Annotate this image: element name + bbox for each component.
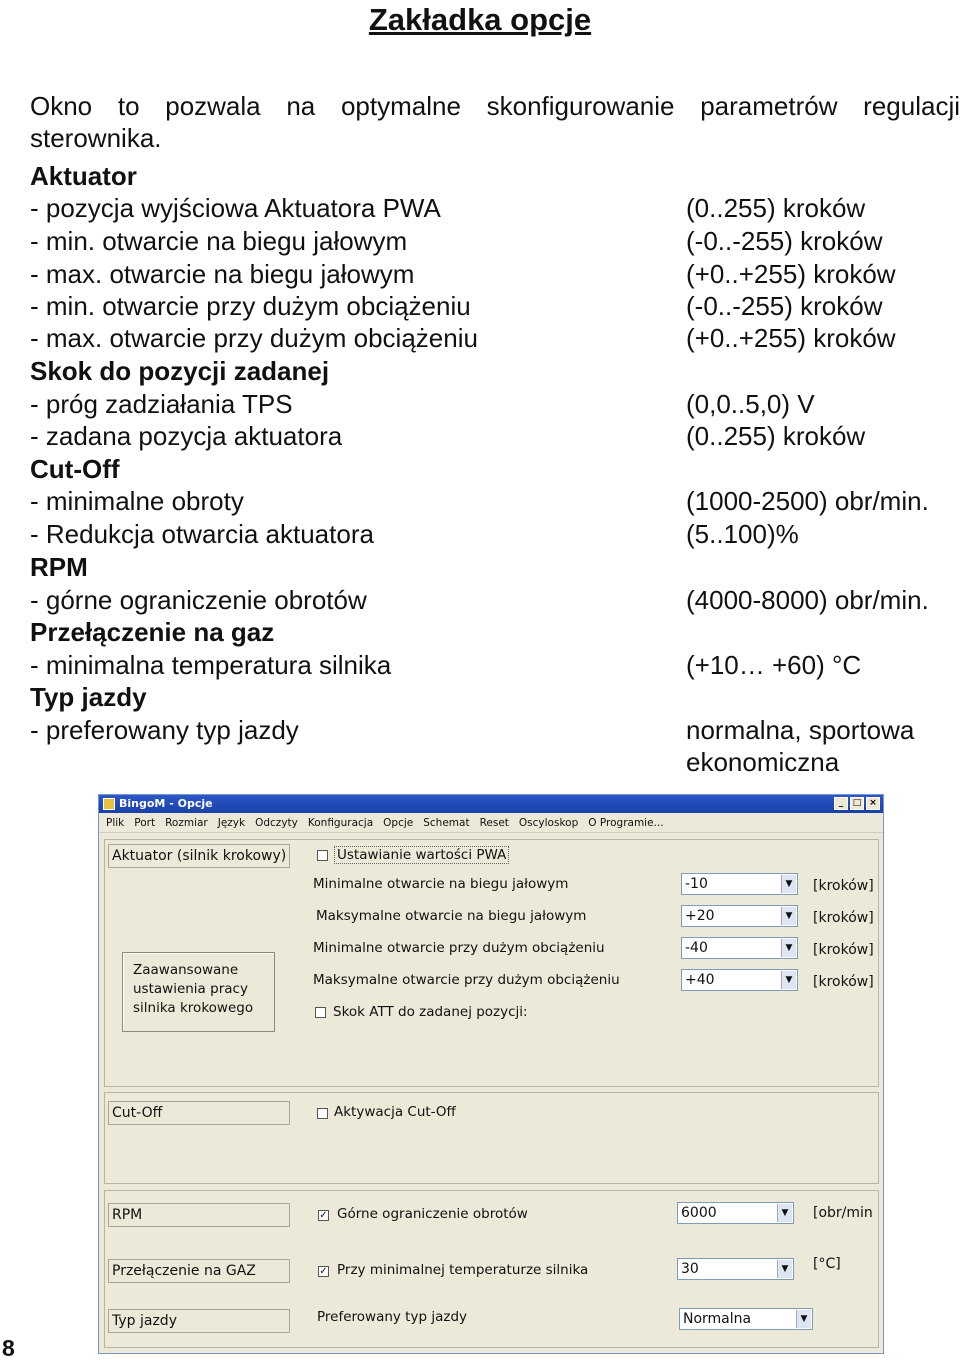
maximize-icon[interactable]: □ xyxy=(850,797,864,810)
chevron-down-icon[interactable]: ▼ xyxy=(777,1260,792,1278)
options-window xyxy=(98,794,884,1354)
gaz-check-label[interactable]: Przy minimalnej temperaturze silnika xyxy=(337,1262,589,1278)
cutoff-panel xyxy=(104,1092,879,1184)
unit-label: [kroków] xyxy=(813,942,874,958)
idle-max-label: Maksymalne otwarcie na biegu jałowym xyxy=(316,908,587,924)
skok-check-label[interactable]: Skok ATT do zadanej pozycji: xyxy=(333,1004,528,1020)
param-range: (-0..-255) kroków xyxy=(686,226,883,256)
typ-group-label: Typ jazdy xyxy=(108,1309,290,1333)
menu-item-port[interactable]: Port xyxy=(134,817,156,829)
rpm-checkbox[interactable]: ✓ xyxy=(319,1210,328,1221)
gaz-checkbox[interactable]: ✓ xyxy=(319,1266,328,1277)
chevron-down-icon[interactable]: ▼ xyxy=(796,1310,811,1328)
param-label: - preferowany typ jazdy xyxy=(30,715,299,745)
param-label: - max. otwarcie przy dużym obciążeniu xyxy=(30,323,478,353)
load-max-select[interactable] xyxy=(681,969,798,991)
pwa-checkbox[interactable] xyxy=(317,850,328,861)
select-value: 6000 xyxy=(681,1205,717,1221)
idle-max-select[interactable] xyxy=(681,905,798,927)
param-range: (0..255) kroków xyxy=(686,421,866,451)
param-label: - zadana pozycja aktuatora xyxy=(30,421,343,451)
typ-text: Preferowany typ jazdy xyxy=(317,1309,467,1325)
load-min-select[interactable] xyxy=(681,937,798,959)
intro-paragraph: Okno to pozwala na optymalne skonfigurowanie parametrów regulacji sterownika. xyxy=(30,91,960,153)
window-titlebar xyxy=(99,795,883,813)
menu-item-jezyk[interactable]: Język xyxy=(217,817,246,829)
param-label: - Redukcja otwarcia aktuatora xyxy=(30,519,374,549)
menu-bar xyxy=(99,813,883,833)
param-label: - próg zadziałania TPS xyxy=(30,389,293,419)
menu-item-oscyloskop[interactable]: Oscyloskop xyxy=(518,817,579,829)
load-max-label: Maksymalne otwarcie przy dużym obciążeniu xyxy=(313,972,620,988)
param-range: (+0..+255) kroków xyxy=(686,259,896,289)
rpm-select[interactable] xyxy=(677,1202,794,1224)
idle-min-select[interactable] xyxy=(681,873,798,895)
section-gaz: Przełączenie na gaz xyxy=(30,617,275,647)
load-min-label: Minimalne otwarcie przy dużym obciążeniu xyxy=(313,940,605,956)
page-number: 8 xyxy=(2,1335,15,1361)
chevron-down-icon[interactable]: ▼ xyxy=(781,971,796,989)
menu-item-opcje[interactable]: Opcje xyxy=(383,817,414,829)
aktuator-panel xyxy=(104,839,879,1087)
advanced-button-line: silnika krokowego xyxy=(133,1000,254,1016)
param-label: - max. otwarcie na biegu jałowym xyxy=(30,259,415,289)
select-value: +20 xyxy=(685,908,715,924)
param-range-cont: ekonomiczna xyxy=(686,747,840,777)
menu-item-schemat[interactable]: Schemat xyxy=(423,817,470,829)
cutoff-checkbox[interactable] xyxy=(317,1108,328,1119)
idle-min-label: Minimalne otwarcie na biegu jałowym xyxy=(313,876,569,892)
aktuator-group-label: Aktuator (silnik krokowy) xyxy=(108,844,290,868)
param-label: - minimalna temperatura silnika xyxy=(30,650,392,680)
skok-checkbox[interactable] xyxy=(315,1007,326,1018)
param-range: (0..255) kroków xyxy=(686,193,866,223)
unit-label: [kroków] xyxy=(813,878,874,894)
chevron-down-icon[interactable]: ▼ xyxy=(781,875,796,893)
param-range: (+0..+255) kroków xyxy=(686,323,896,353)
page-title: Zakładka opcje xyxy=(368,2,592,37)
pwa-check-label[interactable]: Ustawianie wartości PWA xyxy=(334,846,509,864)
window-controls xyxy=(834,797,880,810)
menu-item-konfiguracja[interactable]: Konfiguracja xyxy=(307,817,374,829)
section-cutoff: Cut-Off xyxy=(30,454,120,484)
param-range: (1000-2500) obr/min. xyxy=(686,486,929,516)
param-range: (+10… +60) °C xyxy=(686,650,862,680)
advanced-settings-button[interactable] xyxy=(122,952,275,1032)
unit-label: [kroków] xyxy=(813,974,874,990)
window-title: BingoM - Opcje xyxy=(119,797,213,810)
select-value: Normalna xyxy=(683,1311,752,1327)
select-value: +40 xyxy=(685,972,715,988)
rpm-unit: [obr/min xyxy=(813,1205,873,1221)
menu-item-rozmiar[interactable]: Rozmiar xyxy=(165,817,208,829)
minimize-icon[interactable]: _ xyxy=(834,797,848,810)
cutoff-check-label[interactable]: Aktywacja Cut-Off xyxy=(334,1104,456,1120)
section-rpm: RPM xyxy=(30,552,88,582)
section-typ: Typ jazdy xyxy=(30,682,147,712)
param-label: - min. otwarcie na biegu jałowym xyxy=(30,226,408,256)
unit-label: [kroków] xyxy=(813,910,874,926)
param-label: - górne ograniczenie obrotów xyxy=(30,585,367,615)
rpm-check-label[interactable]: Górne ograniczenie obrotów xyxy=(337,1206,528,1222)
cutoff-group-label: Cut-Off xyxy=(108,1101,290,1125)
close-icon[interactable]: × xyxy=(866,797,880,810)
gaz-group-label: Przełączenie na GAZ xyxy=(108,1259,290,1283)
param-range: (-0..-255) kroków xyxy=(686,291,883,321)
menu-item-o-programie[interactable]: O Programie... xyxy=(588,817,664,829)
select-value: -40 xyxy=(685,940,708,956)
section-skok: Skok do pozycji zadanej xyxy=(30,356,330,386)
menu-item-odczyty[interactable]: Odczyty xyxy=(255,817,298,829)
advanced-button-line: ustawienia pracy xyxy=(133,981,248,997)
rpm-panel xyxy=(104,1190,879,1348)
param-range: (5..100)% xyxy=(686,519,799,549)
rpm-group-label: RPM xyxy=(108,1203,290,1227)
gaz-temp-select[interactable] xyxy=(677,1258,794,1280)
param-label: - min. otwarcie przy dużym obciążeniu xyxy=(30,291,471,321)
param-range: normalna, sportowa xyxy=(686,715,915,745)
menu-item-plik[interactable]: Plik xyxy=(106,817,125,829)
typ-select[interactable] xyxy=(679,1308,813,1330)
param-label: - pozycja wyjściowa Aktuatora PWA xyxy=(30,193,441,223)
chevron-down-icon[interactable]: ▼ xyxy=(781,939,796,957)
param-label: - minimalne obroty xyxy=(30,486,244,516)
select-value: -10 xyxy=(685,876,708,892)
menu-item-reset[interactable]: Reset xyxy=(479,817,509,829)
param-range: (4000-8000) obr/min. xyxy=(686,585,929,615)
section-aktuator: Aktuator xyxy=(30,161,137,191)
gaz-unit: [°C] xyxy=(813,1256,841,1272)
advanced-button-line: Zaawansowane xyxy=(133,962,239,978)
chevron-down-icon[interactable]: ▼ xyxy=(777,1204,792,1222)
app-icon xyxy=(103,798,115,810)
select-value: 30 xyxy=(681,1261,699,1277)
chevron-down-icon[interactable]: ▼ xyxy=(781,907,796,925)
param-range: (0,0..5,0) V xyxy=(686,389,815,419)
